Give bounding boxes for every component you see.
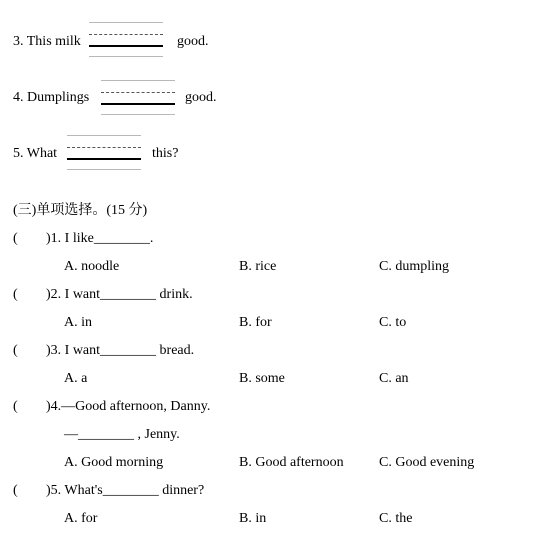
option-a[interactable]: A. in <box>64 315 92 330</box>
option-a[interactable]: A. a <box>64 371 88 386</box>
writing-grid-4[interactable] <box>101 80 175 118</box>
answer-paren-open: ( <box>13 483 18 498</box>
question-stem-line-2: —________ , Jenny. <box>64 427 180 442</box>
question-stem: )2. I want________ drink. <box>46 287 193 302</box>
fill-item-3-after: good. <box>177 34 209 49</box>
option-b[interactable]: B. Good afternoon <box>239 455 344 470</box>
fill-item-5-before: 5. What <box>13 146 58 161</box>
option-c[interactable]: C. dumpling <box>379 259 450 274</box>
option-a[interactable]: A. noodle <box>64 259 120 274</box>
option-b[interactable]: B. rice <box>239 259 277 274</box>
option-b[interactable]: B. some <box>239 371 285 386</box>
fill-item-4-before: 4. Dumplings <box>13 90 90 105</box>
option-c[interactable]: C. the <box>379 511 413 526</box>
option-c[interactable]: C. to <box>379 315 407 330</box>
option-c[interactable]: C. Good evening <box>379 455 475 470</box>
question-stem: )3. I want________ bread. <box>46 343 195 358</box>
question-stem: )5. What's________ dinner? <box>46 483 205 498</box>
writing-grid-5[interactable] <box>67 135 141 173</box>
question-stem: )1. I like________. <box>46 231 154 246</box>
option-b[interactable]: B. in <box>239 511 267 526</box>
question-stem: )4.—Good afternoon, Danny. <box>46 399 211 414</box>
section-title: (三)单项选择。(15 分) <box>13 203 148 218</box>
fill-item-3-before: 3. This milk <box>13 34 81 49</box>
fill-item-5-after: this? <box>152 146 179 161</box>
answer-paren-open: ( <box>13 287 18 302</box>
option-a[interactable]: A. for <box>64 511 98 526</box>
option-b[interactable]: B. for <box>239 315 272 330</box>
option-c[interactable]: C. an <box>379 371 409 386</box>
answer-paren-open: ( <box>13 399 18 414</box>
answer-paren-open: ( <box>13 343 18 358</box>
option-a[interactable]: A. Good morning <box>64 455 164 470</box>
fill-item-4-after: good. <box>185 90 217 105</box>
writing-grid-3[interactable] <box>89 22 163 60</box>
answer-paren-open: ( <box>13 231 18 246</box>
